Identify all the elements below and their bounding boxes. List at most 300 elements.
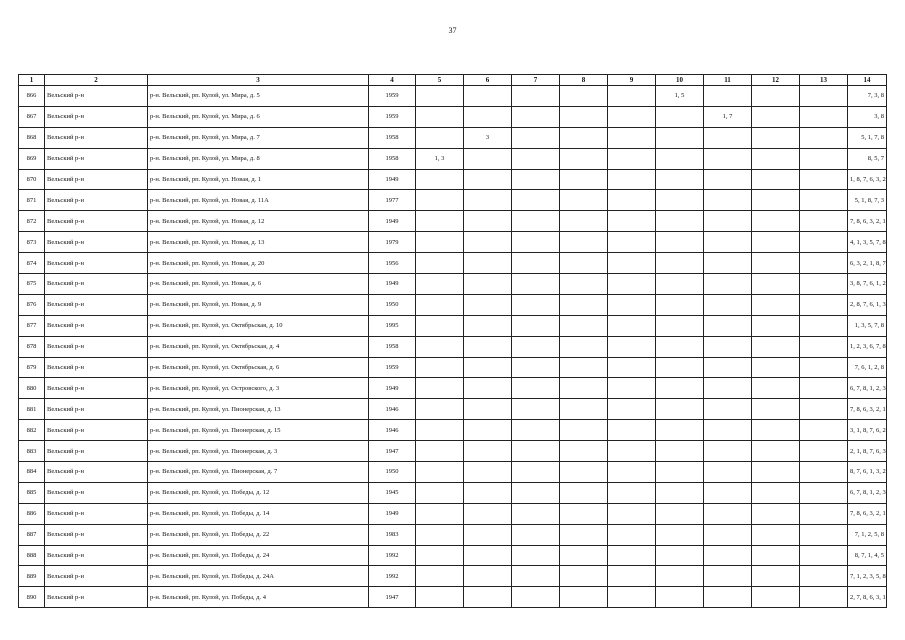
col12-cell — [752, 524, 800, 545]
col7-cell — [512, 462, 560, 483]
column-header: 8 — [560, 75, 608, 86]
col6-cell — [464, 253, 512, 274]
col14-cell: 7, 1, 2, 5, 8 — [848, 524, 887, 545]
row-number: 867 — [19, 106, 45, 127]
col8-cell — [560, 441, 608, 462]
col9-cell — [608, 211, 656, 232]
table-row — [19, 503, 887, 524]
col14-cell: 8, 7, 1, 4, 5 — [848, 545, 887, 566]
year-cell: 1947 — [369, 441, 416, 462]
col14-cell: 6, 7, 8, 1, 2, 3 — [848, 482, 887, 503]
row-number: 878 — [19, 336, 45, 357]
col8-cell — [560, 357, 608, 378]
address-cell: р-н. Вельский, рп. Кулой, ул. Победы, д. 24А — [148, 566, 369, 587]
col7-cell — [512, 274, 560, 295]
district-cell: Вельский р-н — [45, 357, 148, 378]
row-number: 870 — [19, 169, 45, 190]
district-cell: Вельский р-н — [45, 587, 148, 608]
year-cell: 1992 — [369, 545, 416, 566]
col9-cell — [608, 232, 656, 253]
address-cell: р-н. Вельский, рп. Кулой, ул. Победы, д. 4 — [148, 587, 369, 608]
column-header: 3 — [148, 75, 369, 86]
col9-cell — [608, 462, 656, 483]
col8-cell — [560, 274, 608, 295]
col11-cell — [704, 462, 752, 483]
col8-cell — [560, 545, 608, 566]
year-cell: 1946 — [369, 399, 416, 420]
address-cell: р-н. Вельский, рп. Кулой, ул. Мира, д. 7 — [148, 127, 369, 148]
col10-cell — [656, 190, 704, 211]
table-row — [19, 190, 887, 211]
year-cell: 1950 — [369, 294, 416, 315]
col6-cell — [464, 190, 512, 211]
district-cell: Вельский р-н — [45, 462, 148, 483]
year-cell: 1977 — [369, 190, 416, 211]
col5-cell — [416, 587, 464, 608]
district-cell: Вельский р-н — [45, 169, 148, 190]
col5-cell — [416, 482, 464, 503]
col12-cell — [752, 127, 800, 148]
row-number: 888 — [19, 545, 45, 566]
col11-cell — [704, 378, 752, 399]
col14-cell: 8, 5, 7 — [848, 148, 887, 169]
row-number: 886 — [19, 503, 45, 524]
col9-cell — [608, 253, 656, 274]
col12-cell — [752, 336, 800, 357]
address-cell: р-н. Вельский, рп. Кулой, ул. Октябрьская, д. 10 — [148, 315, 369, 336]
district-cell: Вельский р-н — [45, 482, 148, 503]
year-cell: 1983 — [369, 524, 416, 545]
page-number: 37 — [448, 26, 457, 35]
col8-cell — [560, 190, 608, 211]
col8-cell — [560, 587, 608, 608]
col7-cell — [512, 336, 560, 357]
col10-cell — [656, 211, 704, 232]
col5-cell — [416, 357, 464, 378]
col5-cell — [416, 294, 464, 315]
address-cell: р-н. Вельский, рп. Кулой, ул. Пионерская, д. 13 — [148, 399, 369, 420]
col14-cell: 5, 1, 7, 8 — [848, 127, 887, 148]
address-cell: р-н. Вельский, рп. Кулой, ул. Пионерская, д. 7 — [148, 462, 369, 483]
col11-cell — [704, 211, 752, 232]
col14-cell: 7, 8, 6, 3, 2, 1 — [848, 211, 887, 232]
col13-cell — [800, 253, 848, 274]
table-row — [19, 399, 887, 420]
col10-cell: 1, 5 — [656, 86, 704, 107]
year-cell: 1949 — [369, 211, 416, 232]
col8-cell — [560, 106, 608, 127]
col12-cell — [752, 274, 800, 295]
col5-cell — [416, 106, 464, 127]
district-cell: Вельский р-н — [45, 399, 148, 420]
col6-cell — [464, 169, 512, 190]
col7-cell — [512, 253, 560, 274]
housing-register-table — [18, 74, 887, 608]
year-cell: 1947 — [369, 587, 416, 608]
col7-cell — [512, 127, 560, 148]
district-cell: Вельский р-н — [45, 441, 148, 462]
col14-cell: 4, 1, 3, 5, 7, 8 — [848, 232, 887, 253]
column-header: 6 — [464, 75, 512, 86]
col10-cell — [656, 148, 704, 169]
col13-cell — [800, 524, 848, 545]
address-cell: р-н. Вельский, рп. Кулой, ул. Пионерская, д. 15 — [148, 420, 369, 441]
address-cell: р-н. Вельский, рп. Кулой, ул. Победы, д. 22 — [148, 524, 369, 545]
district-cell: Вельский р-н — [45, 211, 148, 232]
district-cell: Вельский р-н — [45, 524, 148, 545]
col14-cell: 7, 8, 6, 3, 2, 1 — [848, 503, 887, 524]
row-number: 874 — [19, 253, 45, 274]
col12-cell — [752, 441, 800, 462]
col8-cell — [560, 253, 608, 274]
col10-cell — [656, 503, 704, 524]
col13-cell — [800, 441, 848, 462]
address-cell: р-н. Вельский, рп. Кулой, ул. Новая, д. 12 — [148, 211, 369, 232]
row-number: 871 — [19, 190, 45, 211]
year-cell: 1946 — [369, 420, 416, 441]
col11-cell — [704, 169, 752, 190]
col12-cell — [752, 86, 800, 107]
col12-cell — [752, 211, 800, 232]
col10-cell — [656, 378, 704, 399]
address-cell: р-н. Вельский, рп. Кулой, ул. Новая, д. 13 — [148, 232, 369, 253]
col9-cell — [608, 378, 656, 399]
col12-cell — [752, 294, 800, 315]
col12-cell — [752, 315, 800, 336]
col13-cell — [800, 86, 848, 107]
table-row — [19, 127, 887, 148]
table-row — [19, 441, 887, 462]
table-row — [19, 420, 887, 441]
col13-cell — [800, 399, 848, 420]
col10-cell — [656, 566, 704, 587]
col12-cell — [752, 148, 800, 169]
col5-cell — [416, 336, 464, 357]
col14-cell: 3, 8 — [848, 106, 887, 127]
col7-cell — [512, 399, 560, 420]
table-row — [19, 106, 887, 127]
col14-cell: 2, 7, 8, 6, 3, 1 — [848, 587, 887, 608]
address-cell: р-н. Вельский, рп. Кулой, ул. Мира, д. 6 — [148, 106, 369, 127]
address-cell: р-н. Вельский, рп. Кулой, ул. Новая, д. 20 — [148, 253, 369, 274]
col9-cell — [608, 503, 656, 524]
table-body — [19, 86, 887, 608]
row-number: 877 — [19, 315, 45, 336]
col14-cell: 3, 8, 7, 6, 1, 2 — [848, 274, 887, 295]
district-cell: Вельский р-н — [45, 232, 148, 253]
col8-cell — [560, 148, 608, 169]
table-row — [19, 274, 887, 295]
col8-cell — [560, 378, 608, 399]
row-number: 882 — [19, 420, 45, 441]
row-number: 887 — [19, 524, 45, 545]
col9-cell — [608, 127, 656, 148]
col11-cell — [704, 441, 752, 462]
col9-cell — [608, 482, 656, 503]
col13-cell — [800, 545, 848, 566]
col11-cell — [704, 420, 752, 441]
col8-cell — [560, 566, 608, 587]
col5-cell — [416, 420, 464, 441]
col6-cell — [464, 566, 512, 587]
col13-cell — [800, 587, 848, 608]
row-number: 889 — [19, 566, 45, 587]
address-cell: р-н. Вельский, рп. Кулой, ул. Победы, д. 14 — [148, 503, 369, 524]
col10-cell — [656, 127, 704, 148]
col14-cell: 8, 7, 6, 1, 3, 2 — [848, 462, 887, 483]
year-cell: 1958 — [369, 336, 416, 357]
col7-cell — [512, 524, 560, 545]
col11-cell — [704, 503, 752, 524]
col11-cell — [704, 587, 752, 608]
column-header: 2 — [45, 75, 148, 86]
year-cell: 1992 — [369, 566, 416, 587]
col9-cell — [608, 336, 656, 357]
col14-cell: 2, 1, 8, 7, 6, 3 — [848, 441, 887, 462]
col7-cell — [512, 190, 560, 211]
col13-cell — [800, 169, 848, 190]
col10-cell — [656, 587, 704, 608]
col5-cell — [416, 232, 464, 253]
col6-cell — [464, 211, 512, 232]
table-row — [19, 211, 887, 232]
col10-cell — [656, 274, 704, 295]
col10-cell — [656, 294, 704, 315]
col10-cell — [656, 545, 704, 566]
col12-cell — [752, 399, 800, 420]
col5-cell — [416, 190, 464, 211]
col13-cell — [800, 420, 848, 441]
district-cell: Вельский р-н — [45, 274, 148, 295]
col7-cell — [512, 357, 560, 378]
column-header: 5 — [416, 75, 464, 86]
col8-cell — [560, 399, 608, 420]
address-cell: р-н. Вельский, рп. Кулой, ул. Пионерская, д. 3 — [148, 441, 369, 462]
row-number: 881 — [19, 399, 45, 420]
col7-cell — [512, 86, 560, 107]
col12-cell — [752, 482, 800, 503]
year-cell: 1959 — [369, 86, 416, 107]
col12-cell — [752, 253, 800, 274]
col11-cell — [704, 294, 752, 315]
col7-cell — [512, 587, 560, 608]
district-cell: Вельский р-н — [45, 378, 148, 399]
address-cell: р-н. Вельский, рп. Кулой, ул. Мира, д. 5 — [148, 86, 369, 107]
col10-cell — [656, 253, 704, 274]
col8-cell — [560, 86, 608, 107]
col10-cell — [656, 420, 704, 441]
col7-cell — [512, 566, 560, 587]
col12-cell — [752, 190, 800, 211]
row-number: 873 — [19, 232, 45, 253]
table-row — [19, 148, 887, 169]
col11-cell: 1, 7 — [704, 106, 752, 127]
col9-cell — [608, 106, 656, 127]
address-cell: р-н. Вельский, рп. Кулой, ул. Победы, д. 12 — [148, 482, 369, 503]
col6-cell — [464, 148, 512, 169]
year-cell: 1950 — [369, 462, 416, 483]
col7-cell — [512, 106, 560, 127]
col8-cell — [560, 211, 608, 232]
col13-cell — [800, 294, 848, 315]
col8-cell — [560, 420, 608, 441]
row-number: 880 — [19, 378, 45, 399]
col8-cell — [560, 294, 608, 315]
row-number: 883 — [19, 441, 45, 462]
col12-cell — [752, 420, 800, 441]
col12-cell — [752, 106, 800, 127]
year-cell: 1958 — [369, 148, 416, 169]
table-row — [19, 253, 887, 274]
col6-cell — [464, 587, 512, 608]
year-cell: 1949 — [369, 169, 416, 190]
col7-cell — [512, 545, 560, 566]
address-cell: р-н. Вельский, рп. Кулой, ул. Новая, д. 11А — [148, 190, 369, 211]
col9-cell — [608, 315, 656, 336]
col13-cell — [800, 106, 848, 127]
district-cell: Вельский р-н — [45, 420, 148, 441]
address-cell: р-н. Вельский, рп. Кулой, ул. Новая, д. 1 — [148, 169, 369, 190]
col9-cell — [608, 190, 656, 211]
row-number: 890 — [19, 587, 45, 608]
col7-cell — [512, 169, 560, 190]
col11-cell — [704, 336, 752, 357]
district-cell: Вельский р-н — [45, 127, 148, 148]
table-row — [19, 86, 887, 107]
col11-cell — [704, 190, 752, 211]
col13-cell — [800, 274, 848, 295]
district-cell: Вельский р-н — [45, 253, 148, 274]
address-cell: р-н. Вельский, рп. Кулой, ул. Октябрьская, д. 4 — [148, 336, 369, 357]
col6-cell — [464, 378, 512, 399]
col11-cell — [704, 127, 752, 148]
col6-cell: 3 — [464, 127, 512, 148]
year-cell: 1958 — [369, 127, 416, 148]
table-row — [19, 482, 887, 503]
col10-cell — [656, 441, 704, 462]
table-row — [19, 462, 887, 483]
table-row — [19, 566, 887, 587]
district-cell: Вельский р-н — [45, 503, 148, 524]
col8-cell — [560, 336, 608, 357]
col13-cell — [800, 482, 848, 503]
row-number: 866 — [19, 86, 45, 107]
col9-cell — [608, 169, 656, 190]
col6-cell — [464, 503, 512, 524]
col7-cell — [512, 420, 560, 441]
table-row — [19, 232, 887, 253]
col5-cell — [416, 399, 464, 420]
table-row — [19, 545, 887, 566]
table-row — [19, 294, 887, 315]
col5-cell — [416, 566, 464, 587]
address-cell: р-н. Вельский, рп. Кулой, ул. Островского, д. 3 — [148, 378, 369, 399]
district-cell: Вельский р-н — [45, 148, 148, 169]
address-cell: р-н. Вельский, рп. Кулой, ул. Октябрьская, д. 6 — [148, 357, 369, 378]
col5-cell — [416, 378, 464, 399]
col10-cell — [656, 315, 704, 336]
col10-cell — [656, 399, 704, 420]
row-number: 875 — [19, 274, 45, 295]
col5-cell: 1, 3 — [416, 148, 464, 169]
col9-cell — [608, 294, 656, 315]
col12-cell — [752, 378, 800, 399]
col10-cell — [656, 106, 704, 127]
district-cell: Вельский р-н — [45, 545, 148, 566]
col10-cell — [656, 462, 704, 483]
col7-cell — [512, 148, 560, 169]
col6-cell — [464, 336, 512, 357]
col6-cell — [464, 399, 512, 420]
col6-cell — [464, 86, 512, 107]
col5-cell — [416, 524, 464, 545]
col11-cell — [704, 566, 752, 587]
col7-cell — [512, 211, 560, 232]
row-number: 872 — [19, 211, 45, 232]
col14-cell: 2, 8, 7, 6, 1, 3 — [848, 294, 887, 315]
col12-cell — [752, 503, 800, 524]
col13-cell — [800, 127, 848, 148]
col10-cell — [656, 482, 704, 503]
col5-cell — [416, 274, 464, 295]
column-header: 9 — [608, 75, 656, 86]
address-cell: р-н. Вельский, рп. Кулой, ул. Мира, д. 8 — [148, 148, 369, 169]
col7-cell — [512, 315, 560, 336]
col12-cell — [752, 545, 800, 566]
col14-cell: 5, 1, 8, 7, 3 — [848, 190, 887, 211]
col6-cell — [464, 545, 512, 566]
year-cell: 1949 — [369, 274, 416, 295]
year-cell: 1949 — [369, 378, 416, 399]
col9-cell — [608, 524, 656, 545]
col8-cell — [560, 315, 608, 336]
year-cell: 1995 — [369, 315, 416, 336]
col7-cell — [512, 482, 560, 503]
col13-cell — [800, 148, 848, 169]
col9-cell — [608, 86, 656, 107]
col13-cell — [800, 232, 848, 253]
year-cell: 1945 — [369, 482, 416, 503]
col13-cell — [800, 315, 848, 336]
col11-cell — [704, 482, 752, 503]
col7-cell — [512, 294, 560, 315]
col9-cell — [608, 357, 656, 378]
row-number: 885 — [19, 482, 45, 503]
col13-cell — [800, 336, 848, 357]
col6-cell — [464, 441, 512, 462]
col6-cell — [464, 294, 512, 315]
col14-cell: 6, 3, 2, 1, 8, 7 — [848, 253, 887, 274]
col11-cell — [704, 232, 752, 253]
row-number: 876 — [19, 294, 45, 315]
col9-cell — [608, 274, 656, 295]
col7-cell — [512, 503, 560, 524]
year-cell: 1956 — [369, 253, 416, 274]
table-row — [19, 336, 887, 357]
col13-cell — [800, 503, 848, 524]
col14-cell: 1, 2, 3, 6, 7, 8 — [848, 336, 887, 357]
col9-cell — [608, 148, 656, 169]
row-number: 879 — [19, 357, 45, 378]
col6-cell — [464, 357, 512, 378]
col10-cell — [656, 357, 704, 378]
col6-cell — [464, 106, 512, 127]
year-cell: 1959 — [369, 357, 416, 378]
col10-cell — [656, 524, 704, 545]
col14-cell: 7, 3, 8 — [848, 86, 887, 107]
col14-cell: 7, 1, 2, 3, 5, 8 — [848, 566, 887, 587]
col13-cell — [800, 190, 848, 211]
